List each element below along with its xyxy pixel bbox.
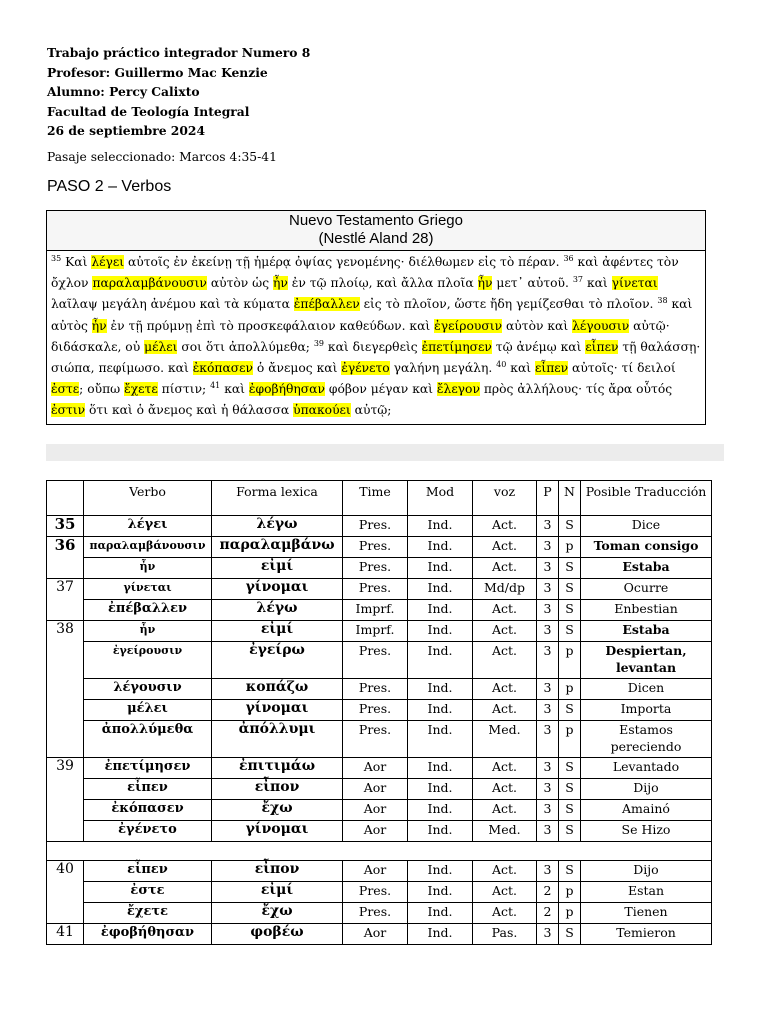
passage-text-segment: ἐν τῇ πρύμνῃ ἐπὶ τὸ προσκεφάλαιον καθεύδων. καὶ — [106, 318, 435, 333]
verb-cell: εἶπεν — [84, 779, 212, 800]
person-cell: 3 — [537, 924, 559, 945]
passage-text-segment: ὁ ἄνεμος καὶ — [253, 361, 342, 376]
verse-number-cell: 36 — [47, 537, 84, 579]
mood-cell: Ind. — [408, 621, 473, 642]
translation-cell: Dijo — [581, 861, 712, 882]
highlighted-verb: ἦν — [477, 276, 493, 291]
verb-cell: ἦν — [84, 558, 212, 579]
lexical-form-cell: γίνομαι — [212, 579, 343, 600]
table-row — [47, 861, 712, 882]
lexical-form-cell: λέγω — [212, 516, 343, 537]
person-cell: 3 — [537, 642, 559, 679]
passage-text-segment: ; οὔπω — [79, 382, 125, 397]
voice-cell: Act. — [473, 679, 537, 700]
separator-bar — [46, 444, 724, 461]
verse-number: 36 — [563, 254, 574, 263]
person-cell: 3 — [537, 779, 559, 800]
verse-number-cell: 38 — [47, 621, 84, 758]
greek-text-edition: (Nestlé Aland 28) — [318, 230, 434, 247]
mood-cell: Ind. — [408, 579, 473, 600]
voice-cell: Act. — [473, 558, 537, 579]
translation-cell: Estan — [581, 882, 712, 903]
highlighted-verb: ἐστε — [51, 382, 80, 397]
lexical-form-cell: εἰμί — [212, 558, 343, 579]
lexical-form-cell: εἰμί — [212, 621, 343, 642]
translation-cell: Estamos pereciendo — [581, 721, 712, 758]
verb-cell: παραλαμβάνουσιν — [84, 537, 212, 558]
voice-cell: Med. — [473, 721, 537, 758]
number-cell: S — [559, 821, 581, 842]
lexical-form-cell: εἶπον — [212, 861, 343, 882]
person-cell: 3 — [537, 679, 559, 700]
passage-text-segment: πίστιν; — [157, 382, 211, 397]
mood-cell: Ind. — [408, 516, 473, 537]
table-row — [47, 821, 712, 842]
translation-cell: Dijo — [581, 779, 712, 800]
table-row — [47, 537, 712, 558]
table-row — [47, 779, 712, 800]
number-cell: S — [559, 600, 581, 621]
passage-text-segment: καὶ — [506, 361, 535, 376]
greek-text-header — [47, 211, 705, 251]
highlighted-verb: ὑπακούει — [293, 403, 351, 418]
verse-number: 38 — [657, 296, 668, 306]
highlighted-verb: γίνεται — [611, 276, 658, 291]
tense-cell: Pres. — [343, 558, 408, 579]
table-row — [47, 800, 712, 821]
table-row — [47, 758, 712, 779]
highlighted-verb: ἔλεγον — [436, 382, 480, 397]
highlighted-verb: ἐγείρουσιν — [434, 318, 503, 333]
voice-cell: Md/dp — [473, 579, 537, 600]
passage-text-segment: αὐτὸν ὡς — [206, 276, 274, 291]
verse-number-cell: 41 — [47, 924, 84, 945]
tense-cell: Pres. — [343, 700, 408, 721]
header-date: 26 de septiembre 2024 — [47, 123, 206, 138]
translation-cell: Toman consigo — [581, 537, 712, 558]
greek-text-title: Nuevo Testamento Griego — [289, 212, 463, 229]
passage-text-segment: πρὸς ἀλλήλους· τίς ἄρα οὗτός — [479, 382, 673, 397]
passage-text-segment: μετ᾽ αὐτοῦ. — [492, 276, 573, 291]
number-cell: S — [559, 558, 581, 579]
mood-cell: Ind. — [408, 758, 473, 779]
person-cell: 2 — [537, 903, 559, 924]
translation-cell: Importa — [581, 700, 712, 721]
person-cell: 3 — [537, 621, 559, 642]
tense-cell: Pres. — [343, 579, 408, 600]
number-cell: p — [559, 679, 581, 700]
verse-number: 40 — [496, 360, 507, 370]
highlighted-verb: ἐφοβήθησαν — [248, 382, 325, 397]
translation-cell: Amainó — [581, 800, 712, 821]
voice-cell: Act. — [473, 758, 537, 779]
column-header: voz — [473, 481, 537, 516]
passage-text-segment: καὶ διεγερθεὶς — [324, 339, 422, 354]
verse-number: 35 — [51, 254, 62, 263]
table-row — [47, 700, 712, 721]
translation-cell: Dice — [581, 516, 712, 537]
number-cell: S — [559, 516, 581, 537]
verb-cell: ἀπολλύμεθα — [84, 721, 212, 758]
tense-cell: Pres. — [343, 721, 408, 758]
passage-text-segment: σοι ὅτι ἀπολλύμεθα; — [177, 339, 314, 354]
person-cell: 3 — [537, 516, 559, 537]
mood-cell: Ind. — [408, 882, 473, 903]
highlighted-verb: λέγει — [91, 255, 125, 269]
lexical-form-cell: γίνομαι — [212, 700, 343, 721]
tense-cell: Pres. — [343, 516, 408, 537]
lexical-form-cell: ἔχω — [212, 903, 343, 924]
verse-number: 39 — [313, 338, 324, 348]
number-cell: p — [559, 537, 581, 558]
number-cell: S — [559, 800, 581, 821]
voice-cell: Act. — [473, 600, 537, 621]
table-row — [47, 600, 712, 621]
passage-text-segment: αὐτὸν καὶ — [502, 318, 573, 333]
translation-cell: Ocurre — [581, 579, 712, 600]
passage-text-segment: καὶ ἀφέντες τὸν ὄχλον — [51, 255, 679, 291]
table-row — [47, 679, 712, 700]
table-row — [47, 516, 712, 537]
person-cell: 3 — [537, 600, 559, 621]
voice-cell: Act. — [473, 642, 537, 679]
spacer-row — [47, 842, 712, 861]
number-cell: S — [559, 758, 581, 779]
tense-cell: Pres. — [343, 537, 408, 558]
verb-cell: ἐπέβαλλεν — [84, 600, 212, 621]
table-row — [47, 579, 712, 600]
table-row — [47, 924, 712, 945]
highlighted-verb: ἦν — [273, 276, 288, 291]
highlighted-verb: ἔχετε — [124, 382, 158, 397]
mood-cell: Ind. — [408, 642, 473, 679]
person-cell: 3 — [537, 800, 559, 821]
header-student: Alumno: Percy Calixto — [47, 84, 200, 99]
person-cell: 3 — [537, 821, 559, 842]
verb-cell: ἐφοβήθησαν — [84, 924, 212, 945]
verse-number: 41 — [210, 381, 221, 391]
highlighted-verb: παραλαμβάνουσιν — [92, 276, 207, 291]
mood-cell: Ind. — [408, 821, 473, 842]
tense-cell: Pres. — [343, 679, 408, 700]
passage-text-segment: τῷ ἀνέμῳ καὶ — [491, 339, 586, 354]
header-faculty: Facultad de Teología Integral — [47, 103, 250, 119]
column-header: Verbo — [84, 481, 212, 516]
mood-cell: Ind. — [408, 861, 473, 882]
passage-text-segment: Καὶ — [61, 255, 92, 269]
section-heading: PASO 2 – Verbos — [47, 178, 172, 195]
verb-cell: ἐπετίμησεν — [84, 758, 212, 779]
lexical-form-cell: γίνομαι — [212, 821, 343, 842]
highlighted-verb: εἶπεν — [535, 361, 569, 376]
verb-cell: εἶπεν — [84, 861, 212, 882]
highlighted-verb: λέγουσιν — [572, 318, 630, 333]
verse-number-cell: 37 — [47, 579, 84, 621]
mood-cell: Ind. — [408, 779, 473, 800]
passage-text-segment: γαλήνη μεγάλη. — [389, 361, 497, 376]
tense-cell: Pres. — [343, 903, 408, 924]
voice-cell: Act. — [473, 537, 537, 558]
translation-cell: Enbestian — [581, 600, 712, 621]
person-cell: 3 — [537, 721, 559, 758]
tense-cell: Aor — [343, 800, 408, 821]
column-header: Mod — [408, 481, 473, 516]
verb-cell: λέγει — [84, 516, 212, 537]
column-header: P — [537, 481, 559, 516]
passage-text-segment: ὅτι καὶ ὁ ἄνεμος καὶ ἡ θάλασσα — [85, 403, 294, 418]
highlighted-verb: εἶπεν — [585, 339, 619, 354]
table-row — [47, 882, 712, 903]
number-cell: S — [559, 861, 581, 882]
column-header: N — [559, 481, 581, 516]
voice-cell: Pas. — [473, 924, 537, 945]
number-cell: S — [559, 579, 581, 600]
verb-cell: ἐστε — [84, 882, 212, 903]
lexical-form-cell: παραλαμβάνω — [212, 537, 343, 558]
highlighted-verb: ἐπετίμησεν — [421, 339, 492, 354]
passage-text-segment: φόβον μέγαν καὶ — [324, 382, 437, 397]
verb-cell: ἐκόπασεν — [84, 800, 212, 821]
verse-number-cell: 39 — [47, 758, 84, 842]
verbs-table — [46, 480, 712, 945]
voice-cell: Act. — [473, 800, 537, 821]
voice-cell: Act. — [473, 882, 537, 903]
passage-text-segment: αὐτῷ; — [350, 403, 392, 418]
voice-cell: Act. — [473, 779, 537, 800]
table-row — [47, 721, 712, 758]
number-cell: S — [559, 700, 581, 721]
header-title: Trabajo práctico integrador Numero 8 — [47, 45, 311, 60]
translation-cell: Dicen — [581, 679, 712, 700]
greek-text-box — [46, 210, 706, 425]
verb-cell: γίνεται — [84, 579, 212, 600]
greek-passage-text — [47, 251, 705, 424]
column-header: Time — [343, 481, 408, 516]
number-cell: S — [559, 621, 581, 642]
spacer-cell — [47, 842, 712, 861]
number-cell: p — [559, 903, 581, 924]
verb-cell: ἐγένετο — [84, 821, 212, 842]
passage-text-segment: εἰς τὸ πλοῖον, ὥστε ἤδη γεμίζεσθαι τὸ πλοῖον. — [359, 297, 658, 312]
person-cell: 3 — [537, 700, 559, 721]
table-row — [47, 558, 712, 579]
lexical-form-cell: εἰμί — [212, 882, 343, 903]
tense-cell: Aor — [343, 758, 408, 779]
table-row — [47, 621, 712, 642]
mood-cell: Ind. — [408, 679, 473, 700]
verse-number: 37 — [572, 275, 584, 285]
number-cell: p — [559, 882, 581, 903]
passage-text-segment: τῇ θαλάσσῃ· σιώπα, πεφίμωσο. καὶ — [51, 339, 701, 376]
number-cell: S — [559, 924, 581, 945]
person-cell: 3 — [537, 758, 559, 779]
passage-text-segment: καὶ — [583, 276, 612, 291]
lexical-form-cell: ἔχω — [212, 800, 343, 821]
lexical-form-cell: λέγω — [212, 600, 343, 621]
passage-text-segment: αὐτοῖς· τί δειλοί — [568, 361, 676, 376]
number-cell: p — [559, 642, 581, 679]
lexical-form-cell: ἐγείρω — [212, 642, 343, 679]
translation-cell: Estaba — [581, 621, 712, 642]
tense-cell: Imprf. — [343, 600, 408, 621]
person-cell: 3 — [537, 861, 559, 882]
column-header: Forma lexica — [212, 481, 343, 516]
tense-cell: Aor — [343, 924, 408, 945]
header-professor: Profesor: Guillermo Mac Kenzie — [47, 64, 268, 80]
person-cell: 2 — [537, 882, 559, 903]
highlighted-verb: ἐπέβαλλεν — [293, 297, 360, 312]
tense-cell: Aor — [343, 861, 408, 882]
lexical-form-cell: ἐπιτιμάω — [212, 758, 343, 779]
verse-number-cell: 40 — [47, 861, 84, 924]
passage-text-segment: ἐν τῷ πλοίῳ, καὶ ἄλλα πλοῖα — [287, 276, 478, 291]
translation-cell: Temieron — [581, 924, 712, 945]
tense-cell: Pres. — [343, 882, 408, 903]
person-cell: 3 — [537, 558, 559, 579]
voice-cell: Act. — [473, 516, 537, 537]
verse-number-cell: 35 — [47, 516, 84, 537]
mood-cell: Ind. — [408, 800, 473, 821]
lexical-form-cell: κοπάζω — [212, 679, 343, 700]
translation-cell: Despiertan, levantan — [581, 642, 712, 679]
passage-text-segment: καὶ αὐτὸς — [51, 297, 693, 333]
selected-passage: Pasaje seleccionado: Marcos 4:35-41 — [47, 150, 277, 164]
voice-cell: Act. — [473, 700, 537, 721]
tense-cell: Pres. — [343, 642, 408, 679]
document-header — [47, 43, 310, 141]
highlighted-verb: ἐγένετο — [341, 361, 390, 376]
number-cell: S — [559, 779, 581, 800]
translation-cell: Se Hizo — [581, 821, 712, 842]
mood-cell: Ind. — [408, 721, 473, 758]
lexical-form-cell: φοβέω — [212, 924, 343, 945]
lexical-form-cell: ἀπόλλυμι — [212, 721, 343, 758]
tense-cell: Imprf. — [343, 621, 408, 642]
passage-text-segment: λαῖλαψ μεγάλη ἀνέμου καὶ τὰ κύματα — [51, 297, 294, 312]
verb-cell: λέγουσιν — [84, 679, 212, 700]
mood-cell: Ind. — [408, 903, 473, 924]
highlighted-verb: ἐκόπασεν — [192, 361, 254, 376]
column-header — [47, 481, 84, 516]
tense-cell: Aor — [343, 821, 408, 842]
highlighted-verb: ἦν — [91, 318, 107, 333]
mood-cell: Ind. — [408, 558, 473, 579]
lexical-form-cell: εἶπον — [212, 779, 343, 800]
voice-cell: Med. — [473, 821, 537, 842]
column-header: Posible Traducción — [581, 481, 712, 516]
voice-cell: Act. — [473, 621, 537, 642]
mood-cell: Ind. — [408, 537, 473, 558]
table-row — [47, 642, 712, 679]
mood-cell: Ind. — [408, 600, 473, 621]
passage-text-segment: καὶ — [220, 382, 249, 397]
verb-cell: ἐγείρουσιν — [84, 642, 212, 679]
translation-cell: Tienen — [581, 903, 712, 924]
verb-cell: μέλει — [84, 700, 212, 721]
number-cell: p — [559, 721, 581, 758]
translation-cell: Estaba — [581, 558, 712, 579]
verb-cell: ἔχετε — [84, 903, 212, 924]
passage-text-segment: αὐτοῖς ἐν ἐκείνῃ τῇ ἡμέρᾳ ὀψίας γενομένης· διέλθωμεν εἰς τὸ πέραν. — [124, 255, 564, 269]
highlighted-verb: μέλει — [144, 339, 178, 354]
person-cell: 3 — [537, 579, 559, 600]
voice-cell: Act. — [473, 861, 537, 882]
table-row — [47, 903, 712, 924]
verb-cell: ἦν — [84, 621, 212, 642]
voice-cell: Act. — [473, 903, 537, 924]
translation-cell: Levantado — [581, 758, 712, 779]
person-cell: 3 — [537, 537, 559, 558]
tense-cell: Aor — [343, 779, 408, 800]
highlighted-verb: ἐστιν — [51, 403, 86, 418]
table-header-row — [47, 481, 712, 516]
passage-text-segment: αὐτῷ· διδάσκαλε, οὐ — [51, 318, 670, 354]
mood-cell: Ind. — [408, 924, 473, 945]
mood-cell: Ind. — [408, 700, 473, 721]
